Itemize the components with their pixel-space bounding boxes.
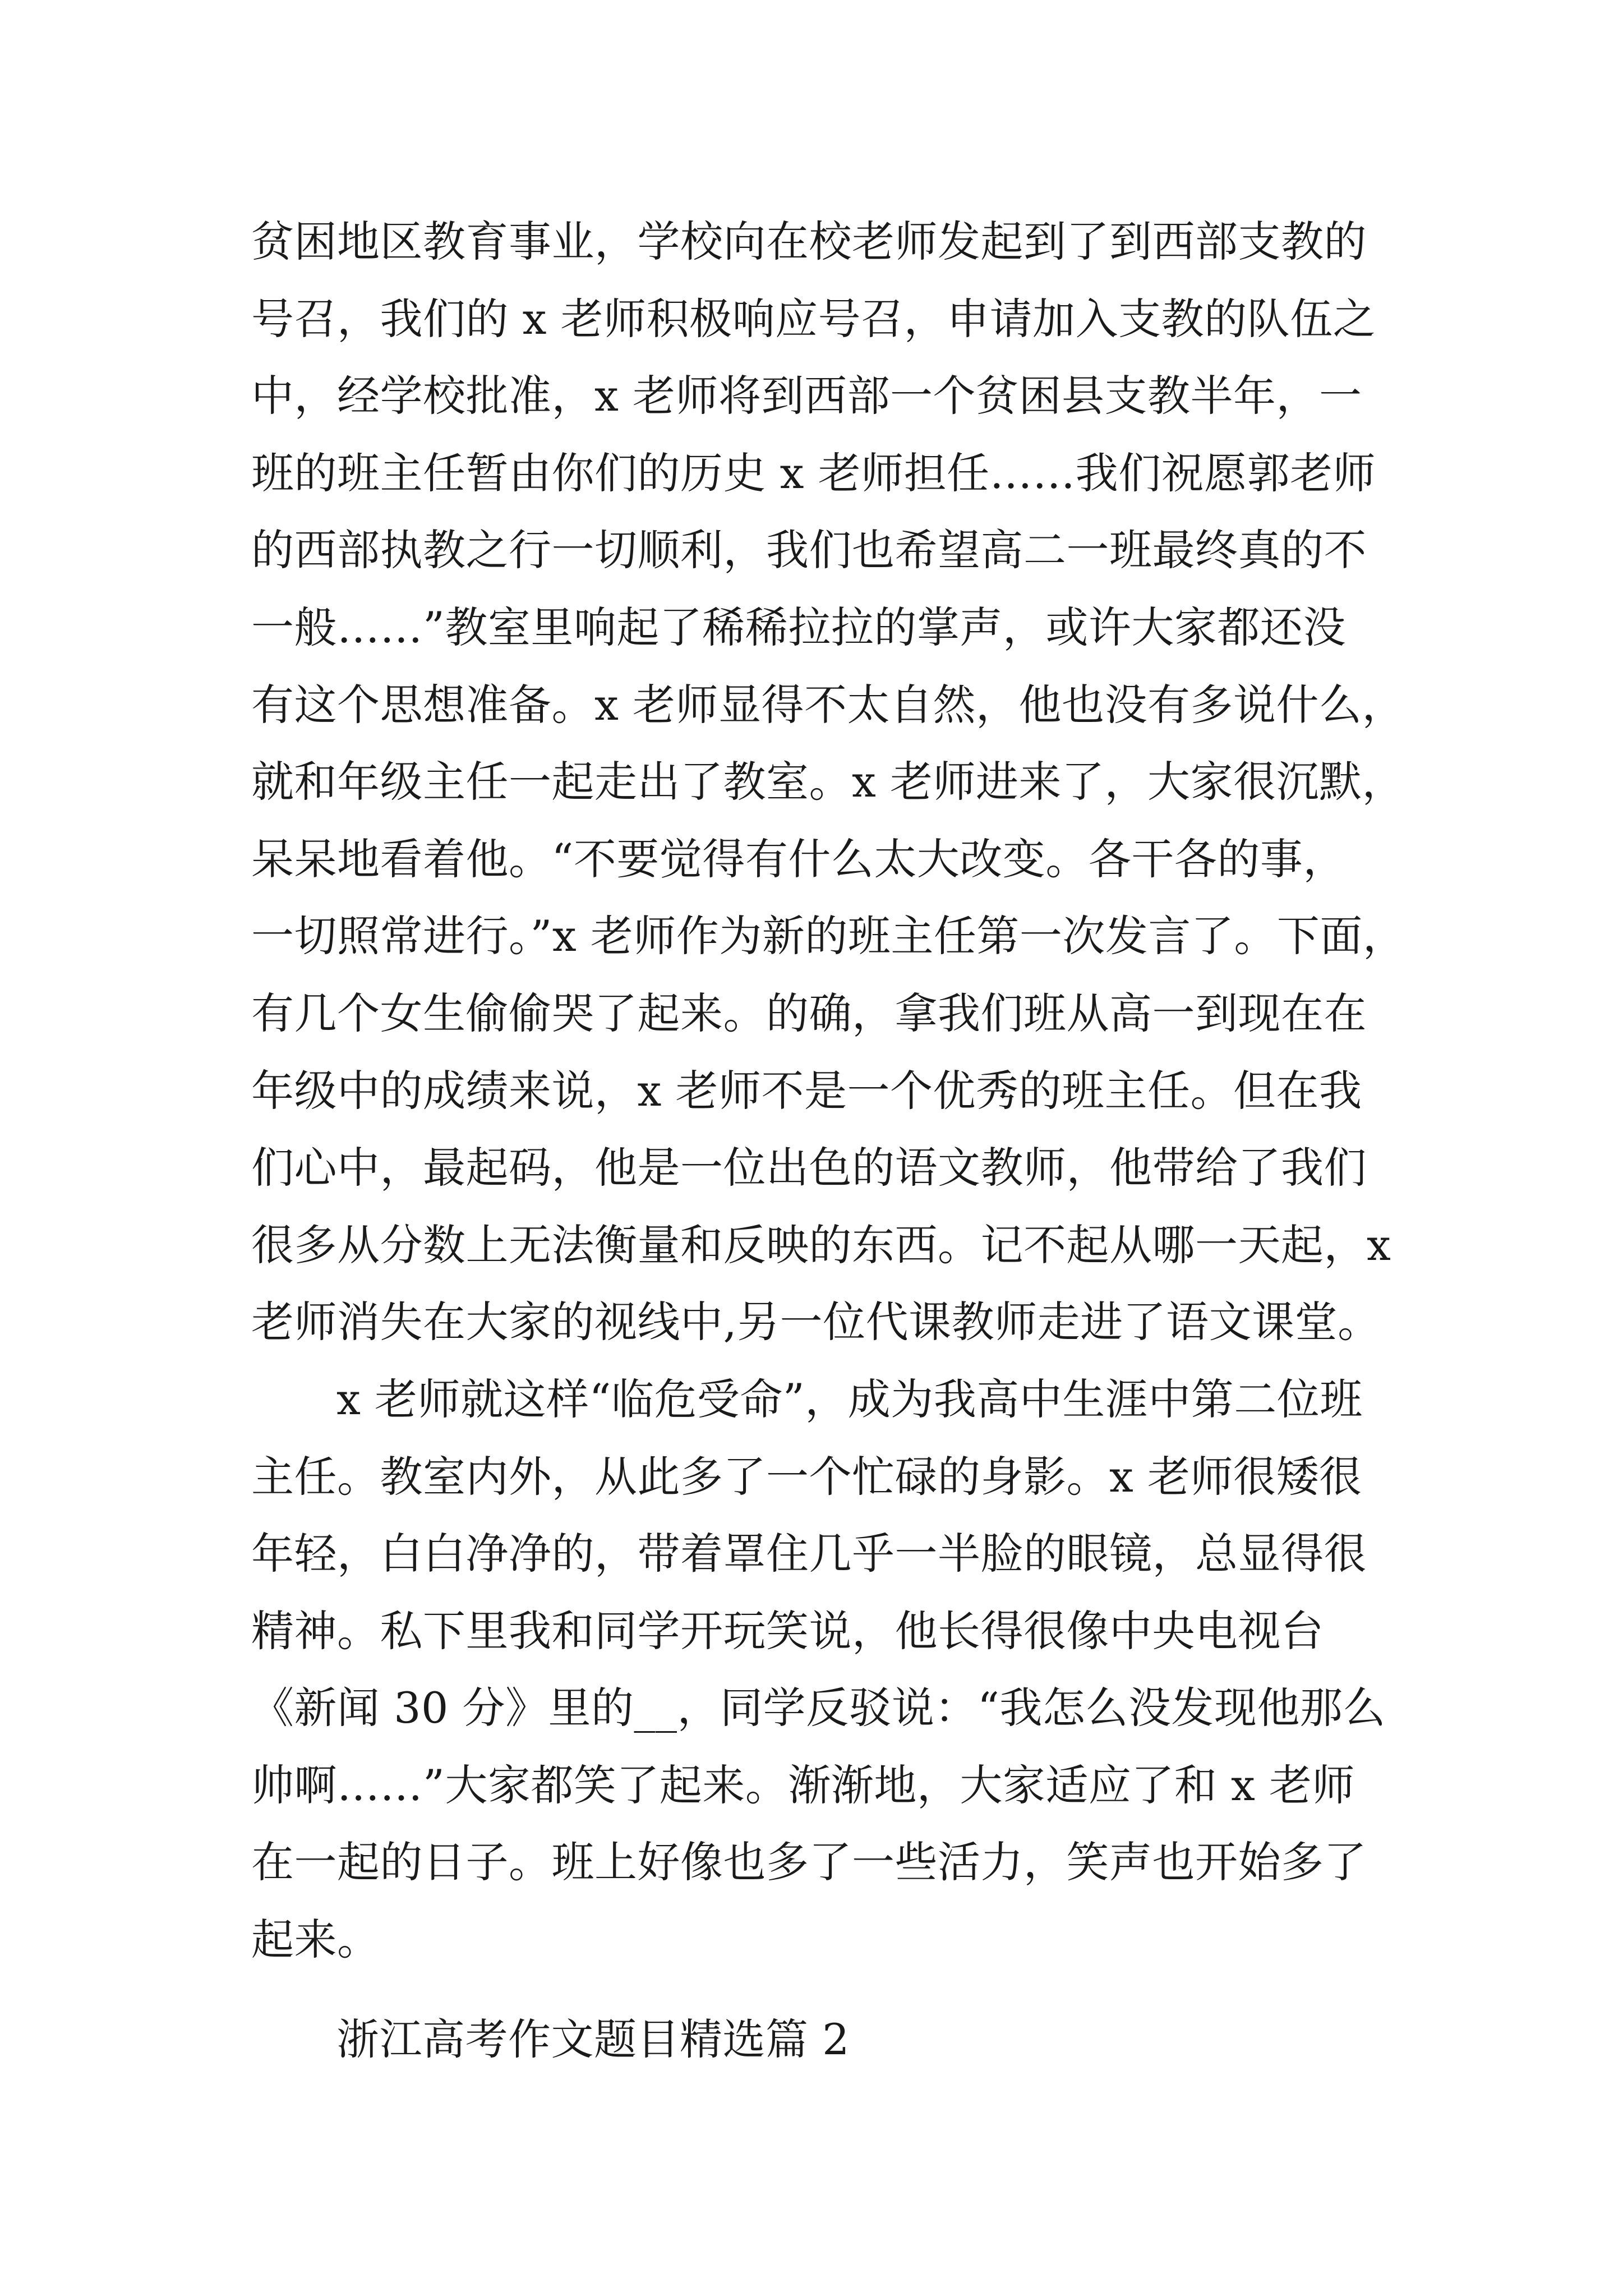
paragraph-gap bbox=[251, 1978, 1429, 2001]
text-line: 《新闻 30 分》里的__，同学反驳说：“我怎么没发现他那么 bbox=[251, 1683, 1386, 1733]
text-line: 们心中，最起码，他是一位出色的语文教师，他带给了我们 bbox=[251, 1143, 1367, 1193]
text-line: 起来。 bbox=[251, 1915, 380, 1965]
text-line: 就和年级主任一起走出了教室。x 老师进来了，大家很沉默， bbox=[251, 757, 1405, 807]
text-line: 老师消失在大家的视线中,另一位代课教师走进了语文课堂。 bbox=[251, 1297, 1381, 1347]
text-line: 中，经学校批准，x 老师将到西部一个贫困县支教半年，一 bbox=[251, 371, 1362, 421]
text-line: 精神。私下里我和同学开玩笑说，他长得很像中央电视台 bbox=[251, 1605, 1324, 1656]
text-line: 帅啊……”大家都笑了起来。渐渐地，大家适应了和 x 老师 bbox=[251, 1760, 1355, 1810]
text-line: 有这个思想准备。x 老师显得不太自然，他也没有多说什么， bbox=[251, 679, 1405, 730]
text-line: 主任。教室内外，从此多了一个忙碌的身影。x 老师很矮很 bbox=[251, 1451, 1362, 1502]
paragraph-1 bbox=[251, 203, 1429, 1361]
text-line: 有几个女生偷偷哭了起来。的确，拿我们班从高一到现在在 bbox=[251, 988, 1367, 1038]
section-heading: 浙江高考作文题目精选篇 2 bbox=[336, 2014, 850, 2064]
text-line-first: x 老师就这样“临危受命”，成为我高中生涯中第二位班 bbox=[336, 1374, 1363, 1424]
text-line: 年级中的成绩来说，x 老师不是一个优秀的班主任。但在我 bbox=[251, 1065, 1362, 1116]
text-line: 一般……”教室里响起了稀稀拉拉的掌声，或许大家都还没 bbox=[251, 602, 1346, 652]
text-line: 很多从分数上无法衡量和反映的东西。记不起从哪一天起，x bbox=[251, 1220, 1391, 1270]
text-line: 年轻，白白净净的，带着罩住几乎一半脸的眼镜，总显得很 bbox=[251, 1529, 1367, 1579]
text-line: 号召，我们的 x 老师积极响应号召，申请加入支教的队伍之 bbox=[251, 293, 1376, 344]
text-line: 班的班主任暂由你们的历史 x 老师担任……我们祝愿郭老师 bbox=[251, 448, 1376, 498]
paragraph-2 bbox=[251, 1361, 1429, 1978]
text-line: 贫困地区教育事业，学校向在校老师发起到了到西部支教的 bbox=[251, 217, 1367, 266]
text-line: 一切照常进行。”x 老师作为新的班主任第一次发言了。下面， bbox=[251, 911, 1406, 961]
text-line: 呆呆地看着他。“不要觉得有什么太大改变。各干各的事， bbox=[251, 834, 1346, 884]
text-line: 在一起的日子。班上好像也多了一些活力，笑声也开始多了 bbox=[251, 1837, 1367, 1888]
document-body bbox=[251, 203, 1429, 2078]
text-line: 的西部执教之行一切顺利，我们也希望高二一班最终真的不 bbox=[251, 525, 1367, 576]
